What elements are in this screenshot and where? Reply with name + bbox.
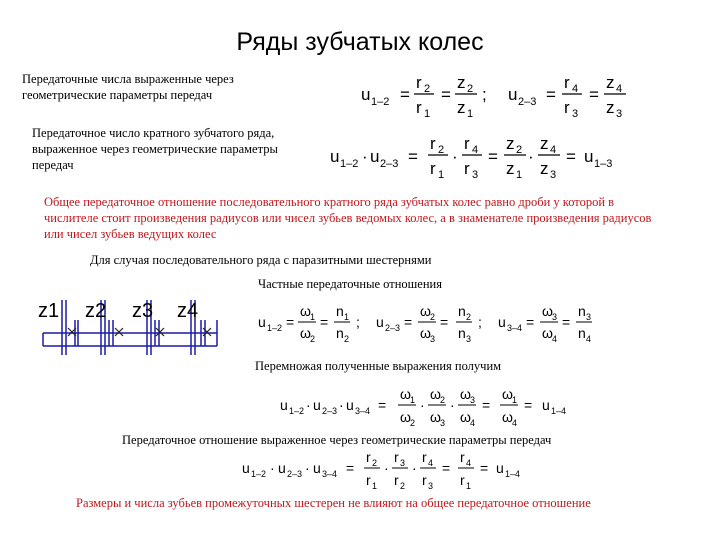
svg-text:r: r (464, 159, 470, 178)
svg-text:r: r (564, 73, 570, 92)
svg-text:ω: ω (542, 303, 553, 319)
svg-text:z: z (606, 73, 615, 92)
svg-text:2–3: 2–3 (518, 96, 537, 108)
svg-text:u: u (313, 460, 321, 476)
svg-text:n: n (458, 303, 466, 319)
equation-multiple-ratio (328, 128, 628, 180)
svg-text:3: 3 (430, 334, 436, 344)
svg-text:r: r (430, 159, 436, 178)
svg-text:r: r (394, 449, 399, 465)
svg-text:2: 2 (372, 458, 378, 468)
svg-text:1–2: 1–2 (340, 158, 359, 170)
svg-text:=: = (566, 147, 576, 166)
svg-text:2: 2 (400, 481, 406, 491)
svg-text:r: r (564, 98, 570, 117)
highlight-statement: Общее передаточное отношение последовательного кратного ряда зубчатых колес равно дроби у которой в числителе стоит произведения радиусов или чисел зубьев ведомых колес, а в знаменателе произведения радиусов или чисел зубьев ведущих колес (44, 195, 652, 241)
svg-text:=: = (404, 314, 413, 330)
svg-text:=: = (286, 314, 295, 330)
svg-text:·: · (450, 397, 455, 413)
svg-text:=: = (482, 397, 491, 413)
svg-text:z: z (457, 73, 466, 92)
svg-text:·: · (270, 460, 275, 476)
svg-text:1–2: 1–2 (267, 323, 283, 333)
caption-idle-gears: Для случая последовательного ряда с паразитными шестернями (90, 253, 432, 267)
gear-label-z4: z4 (177, 300, 199, 322)
svg-text:z: z (540, 159, 549, 178)
svg-text:1: 1 (512, 395, 518, 405)
equation-product-radii (238, 446, 528, 494)
svg-text:ω: ω (300, 303, 311, 319)
svg-text:=: = (562, 314, 571, 330)
svg-text:r: r (416, 73, 422, 92)
svg-text:u: u (584, 147, 594, 166)
svg-text:n: n (458, 325, 466, 341)
svg-text:=: = (440, 314, 449, 330)
svg-text:=: = (488, 147, 498, 166)
svg-text:1: 1 (466, 481, 472, 491)
svg-text:r: r (460, 449, 465, 465)
svg-text:3: 3 (470, 395, 476, 405)
text-gear-ratios: Передаточные числа выраженные через геометрические параметры передач (22, 72, 234, 102)
svg-text:2–3: 2–3 (385, 323, 401, 333)
caption-geometric: Передаточное отношение выраженное через геометрические параметры передач (122, 433, 552, 447)
svg-text:·: · (412, 460, 417, 476)
svg-text:ω: ω (502, 409, 513, 425)
svg-text:·: · (528, 147, 534, 166)
svg-text:1–3: 1–3 (594, 158, 613, 170)
page-title: Ряды зубчатых колес (236, 28, 484, 56)
svg-text:1: 1 (344, 312, 350, 322)
svg-text:u: u (361, 85, 371, 104)
svg-text:u: u (346, 397, 354, 413)
svg-text:·: · (306, 397, 311, 413)
svg-text:1: 1 (310, 312, 316, 322)
svg-text:1: 1 (424, 108, 431, 118)
text-multiple-gear-ratio: Передаточное число кратного зубчатого ряда, выраженное через геометрические параметры передач (32, 126, 278, 172)
svg-text:2: 2 (516, 144, 523, 156)
svg-text:3–4: 3–4 (322, 469, 338, 479)
equation-omega-ratios (256, 300, 606, 346)
svg-text:·: · (420, 397, 425, 413)
svg-text:2–3: 2–3 (380, 158, 399, 170)
svg-text:1: 1 (467, 108, 474, 118)
svg-text:u: u (376, 314, 384, 330)
svg-text:1–2: 1–2 (251, 469, 267, 479)
svg-text:3: 3 (440, 418, 446, 428)
svg-text:4: 4 (550, 144, 557, 156)
caption-partial-ratios: Частные передаточные отношения (258, 277, 442, 291)
svg-text:r: r (460, 472, 465, 488)
svg-text:r: r (430, 134, 436, 153)
svg-text:1: 1 (410, 395, 416, 405)
gear-label-z1: z1 (38, 300, 60, 322)
gear-label-z2: z2 (85, 300, 107, 322)
conclusion-statement: Размеры и числа зубьев промежуточных шестерен не влияют на общее передаточное отношение (76, 496, 591, 510)
svg-text:·: · (362, 147, 368, 166)
svg-text:3: 3 (472, 169, 479, 180)
svg-text:3–4: 3–4 (507, 323, 523, 333)
gear-train-diagram (35, 290, 225, 362)
svg-text:2: 2 (430, 312, 436, 322)
svg-text:u: u (330, 147, 340, 166)
svg-text:2–3: 2–3 (287, 469, 303, 479)
svg-text:u: u (242, 460, 250, 476)
svg-text:=: = (524, 397, 533, 413)
svg-text:4: 4 (466, 458, 472, 468)
svg-text:u: u (370, 147, 380, 166)
svg-text:n: n (336, 325, 344, 341)
svg-text:u: u (542, 397, 550, 413)
svg-text:1: 1 (516, 169, 523, 180)
svg-text:4: 4 (586, 334, 592, 344)
svg-text:2: 2 (466, 312, 472, 322)
svg-text:1–2: 1–2 (371, 96, 390, 108)
svg-text:=: = (589, 85, 599, 104)
svg-text:1–2: 1–2 (289, 406, 305, 416)
svg-text:=: = (408, 147, 418, 166)
svg-text:4: 4 (552, 334, 558, 344)
svg-text:n: n (336, 303, 344, 319)
svg-text:u: u (278, 460, 286, 476)
svg-text:3: 3 (550, 169, 557, 180)
svg-text:=: = (546, 85, 556, 104)
svg-text:=: = (320, 314, 329, 330)
svg-text:4: 4 (472, 144, 479, 156)
svg-text:ω: ω (430, 386, 441, 402)
svg-text:r: r (394, 472, 399, 488)
svg-text:=: = (346, 460, 355, 476)
svg-text:3: 3 (572, 108, 579, 118)
caption-multiply: Перемножая полученные выражения получим (255, 359, 502, 373)
svg-text:4: 4 (512, 418, 518, 428)
svg-text:·: · (339, 397, 344, 413)
svg-text:;: ; (478, 314, 482, 330)
svg-text:1: 1 (372, 481, 378, 491)
svg-text:2: 2 (310, 334, 316, 344)
svg-text:·: · (452, 147, 458, 166)
svg-text:r: r (366, 449, 371, 465)
svg-text:·: · (384, 460, 389, 476)
svg-text:u: u (496, 460, 504, 476)
svg-text:4: 4 (428, 458, 434, 468)
svg-text:u: u (313, 397, 321, 413)
svg-text:3: 3 (466, 334, 472, 344)
svg-text:z: z (506, 134, 515, 153)
svg-text:3: 3 (586, 312, 592, 322)
svg-text:1–4: 1–4 (505, 469, 521, 479)
svg-text:3: 3 (400, 458, 406, 468)
svg-text:3: 3 (552, 312, 558, 322)
svg-text:u: u (508, 85, 518, 104)
svg-text:·: · (305, 460, 310, 476)
svg-text:r: r (464, 134, 470, 153)
svg-text:ω: ω (400, 409, 411, 425)
svg-text:3: 3 (428, 481, 434, 491)
equation-partial-ratios (358, 68, 633, 118)
svg-text:z: z (506, 159, 515, 178)
svg-text:1: 1 (438, 169, 445, 180)
svg-text:ω: ω (420, 303, 431, 319)
svg-text:=: = (378, 397, 387, 413)
svg-text:r: r (422, 472, 427, 488)
svg-text:ω: ω (420, 325, 431, 341)
svg-text:ω: ω (430, 409, 441, 425)
svg-text:u: u (258, 314, 266, 330)
svg-text:4: 4 (470, 418, 476, 428)
svg-text:2: 2 (438, 144, 445, 156)
svg-text:ω: ω (502, 386, 513, 402)
svg-text:;: ; (356, 314, 360, 330)
svg-text:3: 3 (616, 108, 623, 118)
svg-text:ω: ω (460, 409, 471, 425)
svg-text:u: u (498, 314, 506, 330)
gear-label-z3: z3 (132, 300, 154, 322)
svg-text:n: n (578, 325, 586, 341)
svg-text:4: 4 (616, 83, 623, 95)
svg-text:1–4: 1–4 (551, 406, 567, 416)
svg-text:r: r (416, 98, 422, 117)
svg-text:=: = (480, 460, 489, 476)
svg-text:=: = (442, 460, 451, 476)
svg-text:z: z (606, 98, 615, 117)
svg-text:ω: ω (542, 325, 553, 341)
svg-text:ω: ω (300, 325, 311, 341)
svg-text:z: z (540, 134, 549, 153)
svg-text:2: 2 (440, 395, 446, 405)
svg-text:r: r (422, 449, 427, 465)
svg-text:2: 2 (467, 83, 474, 95)
svg-text:u: u (280, 397, 288, 413)
equation-product-omega (278, 382, 578, 430)
svg-text:r: r (366, 472, 371, 488)
svg-text:n: n (578, 303, 586, 319)
svg-text:z: z (457, 98, 466, 117)
svg-text:2: 2 (344, 334, 350, 344)
svg-text:3–4: 3–4 (355, 406, 371, 416)
svg-text:ω: ω (460, 386, 471, 402)
svg-text:=: = (526, 314, 535, 330)
svg-text:;: ; (482, 85, 487, 104)
svg-text:=: = (441, 85, 451, 104)
svg-text:=: = (400, 85, 410, 104)
svg-text:2: 2 (410, 418, 416, 428)
svg-text:2: 2 (424, 83, 431, 95)
svg-text:4: 4 (572, 83, 579, 95)
svg-text:2–3: 2–3 (322, 406, 338, 416)
svg-text:ω: ω (400, 386, 411, 402)
